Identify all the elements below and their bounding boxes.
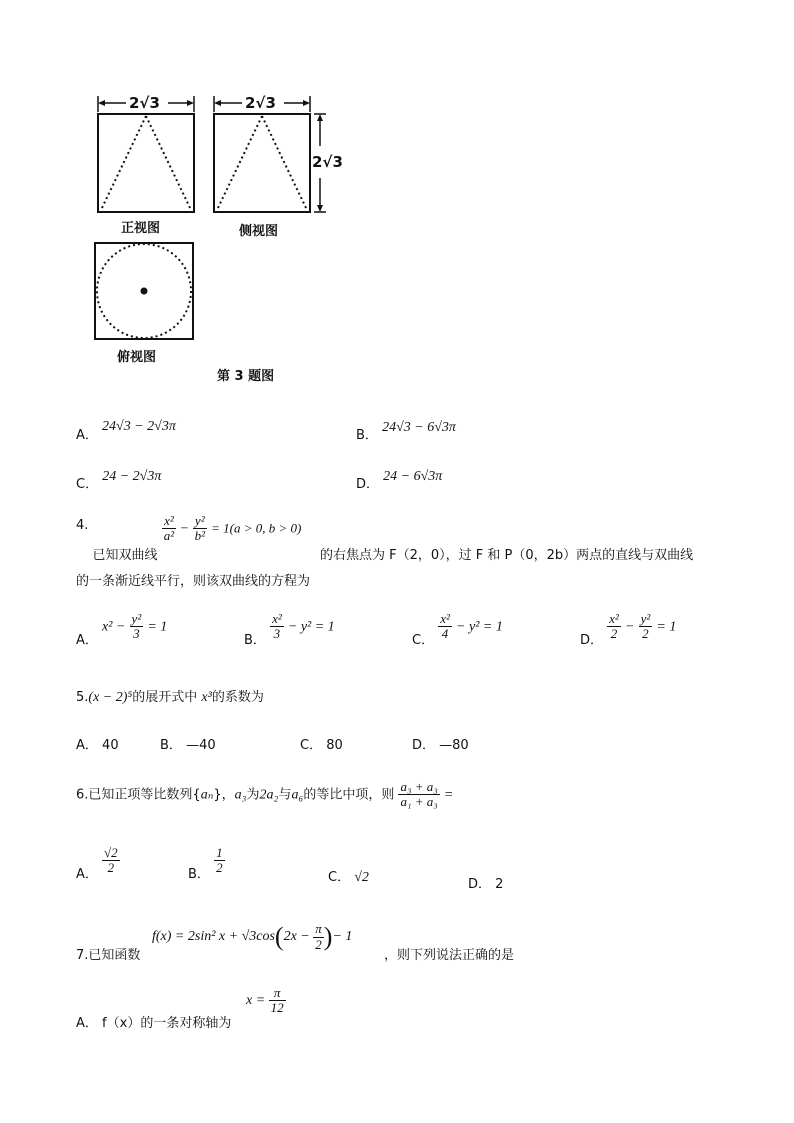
three-view-figure xyxy=(0,0,794,400)
q7-prefix: 7.已知函数 xyxy=(76,948,141,963)
front-dim-label: 2√3 xyxy=(129,94,160,112)
q5-option-a: A． 40 xyxy=(76,738,119,753)
q6-option-c: C． √2 xyxy=(328,870,369,885)
q5-option-c: C． 80 xyxy=(300,738,343,753)
q4-line1 xyxy=(76,513,302,563)
option-expr: 24√3 − 6√3π xyxy=(382,420,456,435)
hyperbola-equation: $\frac{\text{x²}}{\text{a²}}$ − $\frac{\text{y²}}{\text{b²}}$ = 1(a > 0, b > 0) xyxy=(163,513,302,544)
q5-option-b: B． —40 xyxy=(160,738,216,753)
q4-option-a: A． x² − $\frac{\text{y²}}{3}$ = 1 xyxy=(76,611,168,649)
side-dim-label: 2√3 xyxy=(245,94,276,112)
option-expr: 24 − 2√3π xyxy=(102,469,162,484)
q6-option-a: A． $\frac{√2}{2}$ xyxy=(76,845,118,883)
q3-option-a xyxy=(76,418,176,443)
q5-option-d: D． —80 xyxy=(412,738,469,753)
q7-suffix: ，则下列说法正确的是 xyxy=(384,948,515,963)
q5-stem: 5.(x − 2)⁵的展开式中 x³的系数为 xyxy=(76,690,264,705)
q6-stem: 6.已知正项等比数列{aₙ}，a₃为2a₂与a₆的等比中项，则 $\frac{\text{a₃ + a₃}}{\text{a₁ + a₃}}$ = xyxy=(76,779,454,810)
q3-option-c xyxy=(76,467,161,493)
option-letter: D． xyxy=(356,477,380,492)
q4-line1-suffix: 的右焦点为 F（2，0），过 F 和 P（0，2b）两点的直线与双曲线 xyxy=(320,548,694,563)
q7-option-a-formula: x = $\frac{\pi}{12}$ xyxy=(246,985,284,1016)
top-view xyxy=(95,243,193,339)
q3-option-d xyxy=(356,467,442,493)
q4-option-b: B． $\frac{\text{x²}}{3}$ − y² = 1 xyxy=(244,611,335,649)
option-letter: A． xyxy=(76,428,98,443)
q6-option-b: B． $\frac{1}{2}$ xyxy=(188,845,223,883)
q4-option-c: C． $\frac{\text{x²}}{4}$ − y² = 1 xyxy=(412,611,503,649)
q4-option-d: D． $\frac{\text{x²}}{2}$ − $\frac{\text{y²}}{2}$ = 1 xyxy=(580,611,677,649)
question-number: 4. xyxy=(76,518,89,533)
option-expr: 24√3 − 2√3π xyxy=(102,419,176,434)
y2-over-b2: $\frac{\text{y²}}{\text{b²}}$ xyxy=(194,513,205,544)
x2-over-a2: $\frac{\text{x²}}{\text{a²}}$ xyxy=(163,513,175,544)
q7-option-a: A． f（x）的一条对称轴为 xyxy=(76,1016,232,1031)
side-view xyxy=(214,96,326,212)
question-text: 已知双曲线 xyxy=(92,548,158,563)
front-view-label: 正视图 xyxy=(121,221,161,236)
side-view-label: 侧视图 xyxy=(239,224,279,239)
figure-caption: 第 3 题图 xyxy=(217,369,275,384)
top-view-label: 俯视图 xyxy=(117,350,157,365)
q4-line2: 的一条渐近线平行，则该双曲线的方程为 xyxy=(76,574,311,589)
q6-fraction: $\frac{\text{a₃ + a₃}}{\text{a₁ + a₃}}$ xyxy=(400,779,438,810)
side-height-label: 2√3 xyxy=(312,153,343,171)
q7-function: f(x) = 2sin² x + √3cos(2x − $\frac{\pi}{2}$ )− 1 xyxy=(152,921,353,952)
q6-option-d: D． 2 xyxy=(468,877,504,892)
option-letter: B． xyxy=(356,428,378,443)
front-view xyxy=(98,96,194,212)
option-expr: 24 − 6√3π xyxy=(383,469,443,484)
q3-option-b xyxy=(356,418,456,444)
option-letter: C． xyxy=(76,477,99,492)
